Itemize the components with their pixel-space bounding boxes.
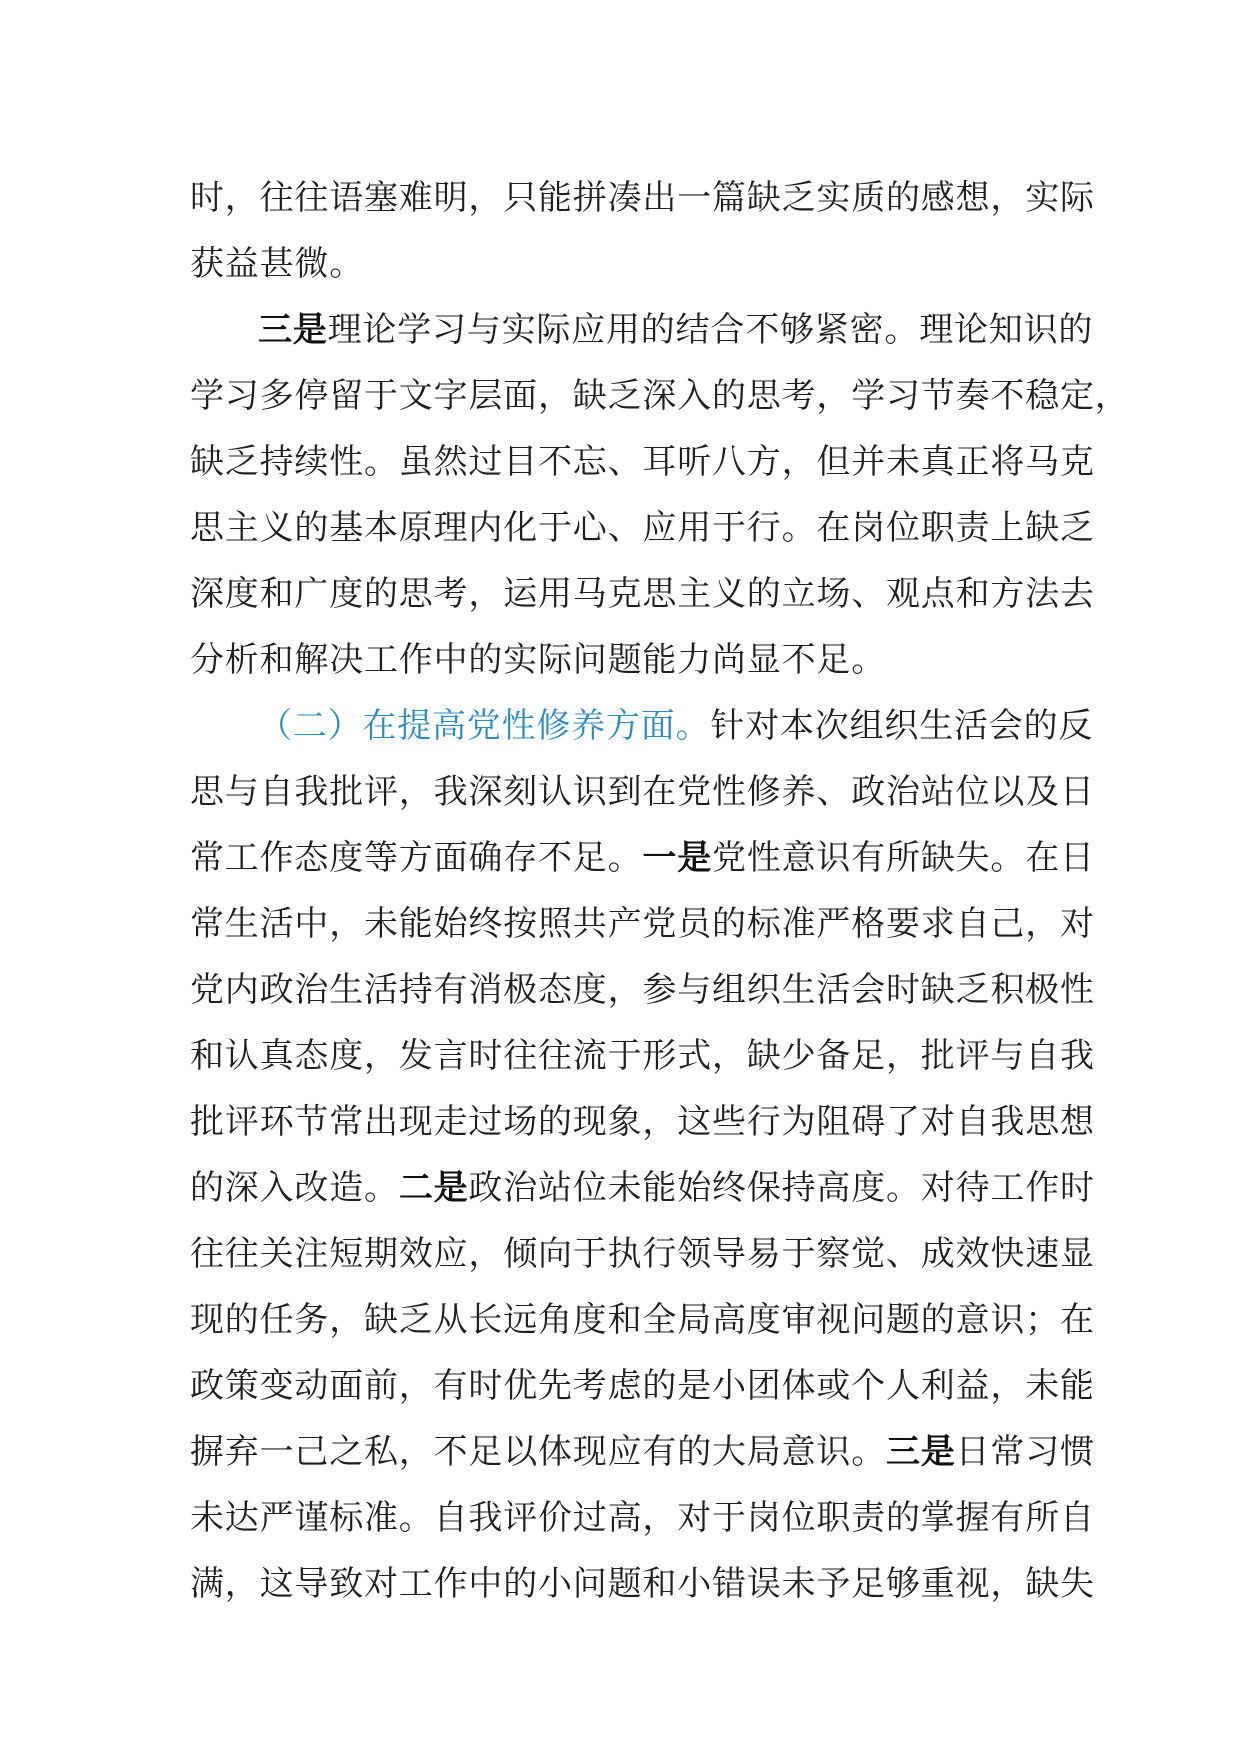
emphasis-label: 二是 [398, 1168, 469, 1208]
text-line: 学习多停留于文字层面，缺乏深入的思考，学习节奏不稳定， [190, 376, 1130, 416]
text-run: 理论学习与实际应用的结合不够紧密。理论知识的 [327, 310, 1094, 350]
text-line: 和认真态度，发言时往往流于形式，缺少备足，批评与自我 [190, 1036, 1095, 1076]
emphasis-label: 三是 [886, 1432, 956, 1472]
emphasis-label: 三是 [258, 310, 328, 350]
section-heading-line [258, 693, 1093, 759]
text-line: 满，这导致对工作中的小问题和小错误未予足够重视，缺失 [190, 1564, 1095, 1604]
text-run: 摒弃一己之私，不足以体现应有的大局意识。 [190, 1432, 886, 1472]
text-line: 思与自我批评，我深刻认识到在党性修养、政治站位以及日 [190, 772, 1095, 812]
paragraph-start-line [258, 297, 1093, 363]
text-line: 思主义的基本原理内化于心、应用于行。在岗位职责上缺乏 [190, 508, 1095, 548]
text-line [190, 1419, 1095, 1485]
text-run: 的深入改造。 [190, 1168, 399, 1208]
text-line: 未达严谨标准。自我评价过高，对于岗位职责的掌握有所自 [190, 1498, 1095, 1538]
text-line: 常生活中，未能始终按照共产党员的标准严格要求自己，对 [190, 904, 1095, 944]
text-line: 批评环节常出现走过场的现象，这些行为阻碍了对自我思想 [190, 1102, 1095, 1142]
text-line: 时，往往语塞难明，只能拼凑出一篇缺乏实质的感想，实际 [190, 178, 1095, 218]
text-line: 分析和解决工作中的实际问题能力尚显不足。 [190, 640, 886, 680]
text-line: 深度和广度的思考，运用马克思主义的立场、观点和方法去 [190, 574, 1095, 614]
text-line [190, 1155, 1095, 1221]
emphasis-label: 一是 [642, 838, 713, 878]
text-run: 日常习惯 [955, 1432, 1095, 1472]
text-line: 政策变动面前，有时优先考虑的是小团体或个人利益，未能 [190, 1366, 1095, 1406]
text-run: 针对本次组织生活会的反 [710, 706, 1094, 746]
text-line: 缺乏持续性。虽然过目不忘、耳听八方，但并未真正将马克 [190, 442, 1095, 482]
text-line: 获益甚微。 [190, 244, 364, 284]
text-line: 党内政治生活持有消极态度，参与组织生活会时缺乏积极性 [190, 970, 1095, 1010]
text-line [190, 825, 1095, 891]
text-run: 常工作态度等方面确存不足。 [190, 838, 643, 878]
text-line: 往往关注短期效应，倾向于执行领导易于察觉、成效快速显 [190, 1234, 1095, 1274]
text-line: 现的任务，缺乏从长远角度和全局高度审视问题的意识；在 [190, 1300, 1095, 1340]
section-heading: （二）在提高党性修养方面。 [258, 706, 711, 746]
text-run: 党性意识有所缺失。在日 [712, 838, 1095, 878]
text-run: 政治站位未能始终保持高度。对待工作时 [468, 1168, 1095, 1208]
